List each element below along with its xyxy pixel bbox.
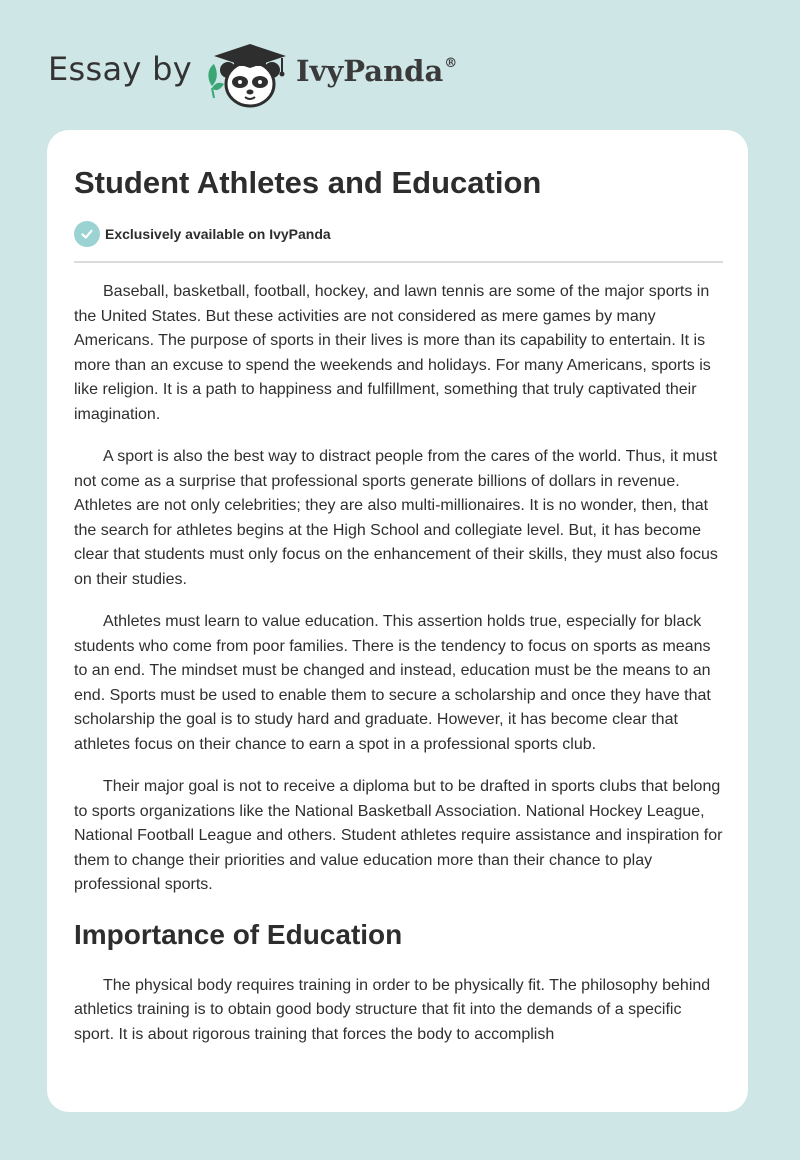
registered-mark: ®: [444, 56, 458, 71]
paragraph: A sport is also the best way to distract people from the cares of the world. Thus, it must not come as a surprise that professional sports generate billions of dollars in revenue. Athletes are not only celebrities; they are also multi-millionaires. It is no wonder, then, that the search for athletes begins at the High School and collegiate level. But, it has become clear that students must only focus on the enhancement of their skills, they must also focus on their studies.: [74, 448, 718, 588]
essay-title: Student Athletes and Education: [74, 165, 542, 200]
panda-graduate-icon: [202, 36, 294, 108]
brand-name: [296, 54, 457, 88]
paragraph: The physical body requires training in order to be physically fit. The philosophy behind athletics training is to obtain good body structure that fit into the demands of a specific sport. It is about rigorous training that forces the body to accomplish: [74, 976, 711, 1043]
paragraph: Baseball, basketball, football, hockey, and lawn tennis are some of the major sports in the United States. But these activities are not considered as mere games by many Americans. The purpose of sports in their lives is more than its capability to entertain. It is more than an excuse to spend the weekends and holidays. For many Americans, sports is like religion. It is a path to happiness and fulfillment, something that truly captivated their imagination.: [74, 283, 711, 423]
essay-body: [74, 280, 724, 1065]
exclusive-badge: [74, 221, 331, 247]
paragraph: Athletes must learn to value education. This assertion holds true, especially for black students who come from poor families. There is the tendency to focus on sports as means to an end. The mindset must be changed and instead, education must be the means to an end. Sports must be used to enable them to secure a scholarship and once they have that scholarship the goal is to study hard and graduate. However, it has become clear that athletes focus on their chance to earn a spot in a professional sports club.: [74, 613, 711, 753]
brand-name-text: IvyPanda: [296, 54, 444, 88]
essay-card: [47, 130, 748, 1112]
exclusive-badge-text: Exclusively available on IvyPanda: [105, 226, 331, 242]
check-icon: [74, 221, 100, 247]
paragraph: Their major goal is not to receive a diploma but to be drafted in sports clubs that belong to sports organizations like the National Basketball Association. National Hockey League, National Football League and others. Student athletes require assistance and inspiration for them to change their priorities and value education more than their chance to play professional sports.: [74, 778, 723, 893]
brand-prefix: Essay by: [48, 50, 192, 88]
divider: [74, 261, 723, 263]
brand-header[interactable]: [48, 30, 508, 110]
section-heading: Importance of Education: [74, 918, 403, 950]
